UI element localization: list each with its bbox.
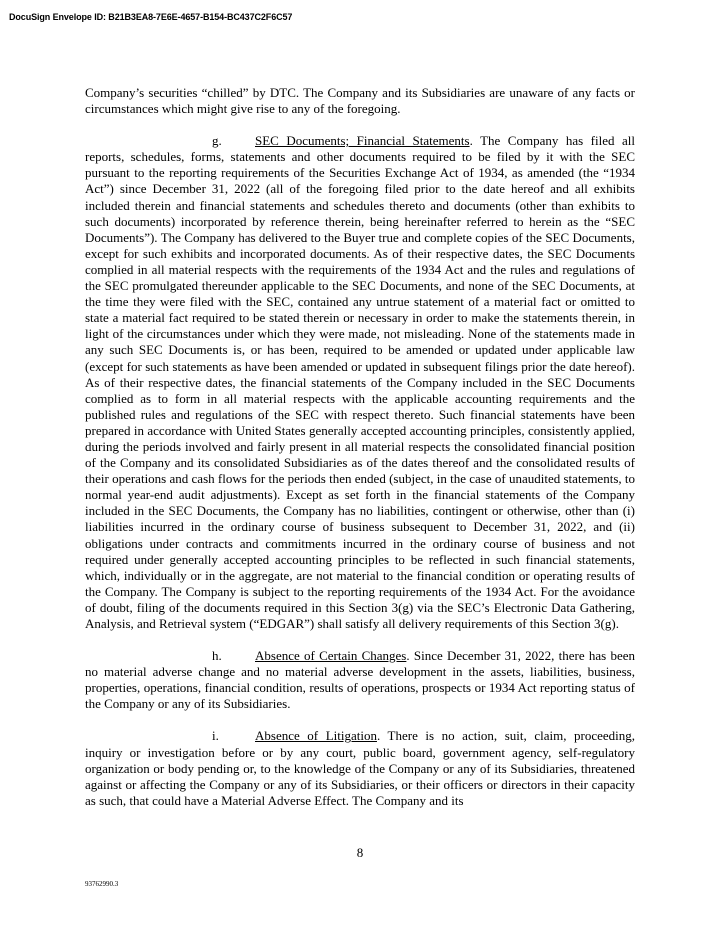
document-number: 93762990.3 bbox=[85, 880, 119, 888]
section-g-heading: SEC Documents; Financial Statements bbox=[255, 133, 470, 149]
docusign-envelope-id: DocuSign Envelope ID: B21B3EA8-7E6E-4657-B154-BC437C2F6C57 bbox=[9, 12, 293, 22]
section-h-heading: Absence of Certain Changes bbox=[255, 648, 407, 664]
section-h-marker: h. bbox=[212, 648, 222, 664]
section-h-text: . Since December 31, 2022, there has been no material adverse change and no material adverse development in the assets, liabilities, business, properties, operations, financial condition, results of operations, prospects or 1934 Act reporting status of the Company or any of its Subsidiaries. bbox=[85, 648, 635, 712]
section-g bbox=[85, 133, 635, 632]
section-i-text: . There is no action, suit, claim, proceeding, inquiry or investigation before or by any court, public board, government agency, self-regulatory organization or body pending or, to the knowledge of the Company or any of its Subsidiaries, threatened against or affecting the Company or any of its Subsidiaries, or their officers or directors in their capacity as such, that could have a Material Adverse Effect. The Company and its bbox=[85, 728, 636, 808]
intro-paragraph: Company’s securities “chilled” by DTC. The Company and its Subsidiaries are unaware of any facts or circumstances which might give rise to any of the foregoing. bbox=[85, 85, 635, 117]
document-body bbox=[85, 85, 635, 809]
section-h bbox=[85, 648, 635, 712]
section-i-marker: i. bbox=[212, 728, 219, 744]
section-g-marker: g. bbox=[212, 133, 222, 149]
section-g-text: . The Company has filed all reports, schedules, forms, statements and other documents required to be filed by it with the SEC pursuant to the reporting requirements of the Securities Exchange Act of 1934, as amended (the “1934 Act”) since December 31, 2022 (all of the foregoing filed prior to the date hereof and all exhibits included therein and financial statements and schedules thereto and documents (other than exhibits to such documents) incorporated by reference therein, being hereinafter referred to herein as the “SEC Documents”). The Company has delivered to the Buyer true and complete copies of the SEC Documents, except for such exhibits and incorporated documents. As of their respective dates, the SEC Documents complied in all material respects with the requirements of the 1934 Act and the rules and regulations of the SEC promulgated thereunder applicable to the SEC Documents, and none of the SEC Documents, at the time they were filed with the SEC, contained any untrue statement of a material fact or omitted to state a material fact required to be stated therein or necessary in order to make the statements therein, in light of the circumstances under which they were made, not misleading. None of the statements made in any such SEC Documents is, or has been, required to be amended or updated under applicable law (except for such statements as have been amended or updated in subsequent filings prior the date hereof). As of their respective dates, the financial statements of the Company included in the SEC Documents complied as to form in all material respects with the applicable accounting requirements and the published rules and regulations of the SEC with respect thereto. Such financial statements have been prepared in accordance with United States generally accepted accounting principles, consistently applied, during the periods involved and fairly present in all material respects the consolidated financial position of the Company and its consolidated Subsidiaries as of the dates thereof and the consolidated results of their operations and cash flows for the periods then ended (subject, in the case of unaudited statements, to normal year-end audit adjustments). Except as set forth in the financial statements of the Company included in the SEC Documents, the Company has no liabilities, contingent or otherwise, other than (i) liabilities incurred in the ordinary course of business subsequent to December 31, 2022, and (ii) obligations under contracts and commitments incurred in the ordinary course of business and not required under generally accepted accounting principles to be reflected in such financial statements, which, individually or in the aggregate, are not material to the financial condition or operating results of the Company. The Company is subject to the reporting requirements of the 1934 Act. For the avoidance of doubt, filing of the documents required in this Section 3(g) via the SEC’s Electronic Data Gathering, Analysis, and Retrieval system (“EDGAR”) shall satisfy all delivery requirements of this Section 3(g). bbox=[85, 133, 635, 631]
page-number: 8 bbox=[356, 845, 364, 860]
section-i-heading: Absence of Litigation bbox=[255, 728, 377, 744]
section-i bbox=[85, 728, 635, 808]
